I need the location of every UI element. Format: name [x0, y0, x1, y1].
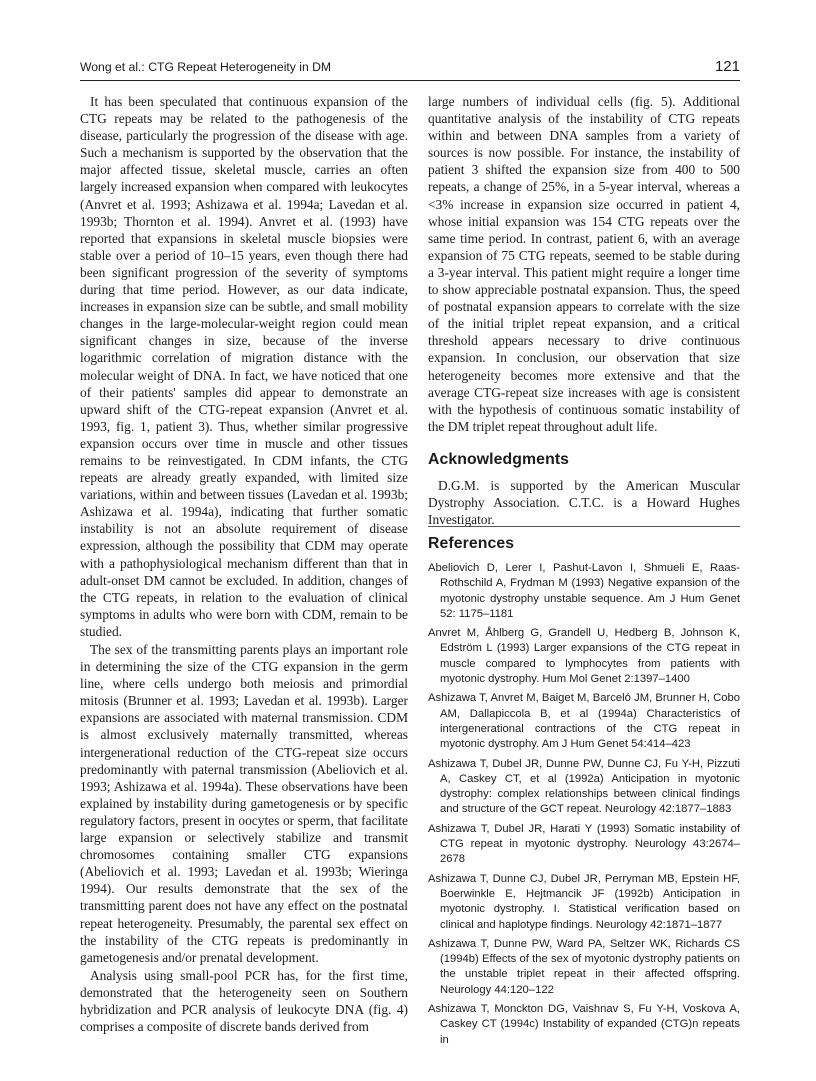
body-paragraph: The sex of the transmitting parents plays an important role in determining the size of the CTG expansion in the germ line, where cells undergo both meiosis and primordial mitosis (Brunner et al. 1993; Lavedan et al. 1993b). Larger expansions are associated with maternal transmission. CDM is almost exclusively maternally transmitted, whereas intergenerational reduction of the CTG-repeat size occurs predominantly with paternal transmission (Abeliovich et al. 1993; Ashizawa et al. 1994a). These observations have been explained by instability during gametogenesis or by specific regulatory factors, present in oocytes or sperm, that facilitate large expansion or selectively stabilize and transmit chromosomes containing smaller CTG expansions (Abeliovich et al. 1993; Lavedan et al. 1993b; Wieringa 1994). Our results demonstrate that the sex of the transmitting parent does not have any effect on the postnatal repeat heterogeneity. Presumably, the parental sex effect on the instability of the CTG repeats is predominantly in gametogenesis and/or prenatal development.: [80, 642, 408, 965]
reference-item: Abeliovich D, Lerer I, Pashut-Lavon I, Shmueli E, Raas-Rothschild A, Frydman M (1993) Negative expansion of the myotonic dystrophy unstable sequence. Am J Hum Genet 52: 1175–1181: [428, 562, 740, 620]
running-title: Wong et al.: CTG Repeat Heterogeneity in DM: [80, 60, 332, 74]
page-number: 121: [714, 58, 740, 75]
section-divider: [428, 526, 740, 527]
reference-item: Ashizawa T, Dubel JR, Harati Y (1993) Somatic instability of CTG repeat in myotonic dystrophy. Neurology 43:2674–2678: [428, 822, 740, 866]
reference-item: Ashizawa T, Dubel JR, Dunne PW, Dunne CJ, Fu Y-H, Pizzuti A, Caskey CT, et al (1992a) Anticipation in myotonic dystrophy: complex relationships between clinical findings and structure of the GCT repeat. Neurology 42:1877–1883: [428, 757, 740, 816]
reference-item: Ashizawa T, Dunne CJ, Dubel JR, Perryman MB, Epstein HF, Boerwinkle E, Hejtmancik JF (1992b) Anticipation in myotonic dystrophy. I. Statistical verification based on clinical and haplotype findings. Neurology 42:1871–1877: [428, 872, 740, 931]
left-column: [80, 93, 408, 1035]
reference-item: Ashizawa T, Dunne PW, Ward PA, Seltzer WK, Richards CS (1994b) Effects of the sex of myotonic dystrophy patients on the unstable triplet repeat in their affected offspring. Neurology 44:120–122: [428, 937, 740, 996]
body-paragraph: It has been speculated that continuous expansion of the CTG repeats may be related to the pathogenesis of the disease, particularly the progression of the disease with age. Such a mechanism is supported by the observation that the major affected tissue, skeletal muscle, carries an often largely increased expansion when compared with leukocytes (Anvret et al. 1993; Ashizawa et al. 1994a; Lavedan et al. 1993b; Thornton et al. 1994). Anvret et al. (1993) have reported that expansions in skeletal muscle biopsies were stable over a period of 10–15 years, even though there had been significant progression of the severity of symptoms during that time period. However, as our data indicate, increases in expansion size can be subtle, and small mobility changes in the large-molecular-weight region could mean significant changes in size, because of the inverse logarithmic correlation of migration distance with the molecular weight of DNA. In fact, we have noticed that one of their patients' samples did appear to demonstrate an upward shift of the CTG-repeat expansion (Anvret et al. 1993, fig. 1, patient 3). Thus, whether similar progressive expansion occurs over time in muscle and other tissues remains to be reinvestigated. In CDM infants, the CTG repeats are already greatly expanded, with limited size variations, within and between tissues (Lavedan et al. 1993b; Ashizawa et al. 1994a), indicating that further somatic instability is not an absolute requirement of disease expression, although the possibility that CDM may operate with a pathophysiological mechanism different than that in adult-onset DM cannot be excluded. In addition, changes of the CTG repeats, in relation to the evaluation of clinical symptoms in adults who were born with CDM, remain to be studied.: [80, 94, 408, 639]
references-heading: References: [428, 535, 515, 552]
running-header: [80, 60, 740, 81]
acknowledgments-text: D.G.M. is supported by the American Muscular Dystrophy Association. C.T.C. is a Howard Hughes Investigator.: [428, 478, 740, 528]
reference-item: Ashizawa T, Anvret M, Baiget M, Barceló JM, Brunner H, Cobo AM, Dallapiccola B, et al (1994a) Characteristics of intergenerational contractions of the CTG repeat in myotonic dystrophy. Am J Hum Genet 54:414–423: [428, 692, 740, 751]
body-paragraph: Analysis using small-pool PCR has, for the first time, demonstrated that the heterogeneity seen on Southern hybridization and PCR analysis of leukocyte DNA (fig. 4) comprises a composite of discrete bands derived from: [80, 967, 408, 1035]
reference-item: Ashizawa T, Monckton DG, Vaishnav S, Fu Y-H, Voskova A, Caskey CT (1994c) Instability of expanded (CTG)n repeats in: [428, 1003, 740, 1046]
right-column: [428, 93, 740, 435]
reference-list: [428, 561, 740, 1052]
body-paragraph-continuation: large numbers of individual cells (fig. 5). Additional quantitative analysis of the instability of CTG repeats within and between DNA samples from a variety of sources is now possible. For instance, the instability of patient 3 shifted the expansion size from 400 to 500 repeats, a change of 25%, in a 5-year interval, whereas a <3% increase in expansion size occurred in patient 4, whose initial expansion was 154 CTG repeats over the same time period. In contrast, patient 6, with an average expansion of 75 CTG repeats, seemed to be stable during a 3-year interval. This patient might require a longer time to show appreciable postnatal expansion. Thus, the speed of postnatal expansion appears to correlate with the size of the initial triplet repeat expansion, and a critical threshold appears necessary to drive continuous expansion. In conclusion, our observation that size heterogeneity becomes more extensive and that the average CTG-repeat size increases with age is consistent with the hypothesis of continuous somatic instability of the DM triplet repeat throughout adult life.: [428, 94, 740, 434]
reference-item: Anvret M, Åhlberg G, Grandell U, Hedberg B, Johnson K, Edström L (1993) Larger expansions of the CTG repeat in muscle compared to lymphocytes from patients with myotonic dystrophy. Hum Mol Genet 2:1397–1400: [428, 627, 740, 686]
acknowledgments-heading: Acknowledgments: [428, 451, 570, 468]
